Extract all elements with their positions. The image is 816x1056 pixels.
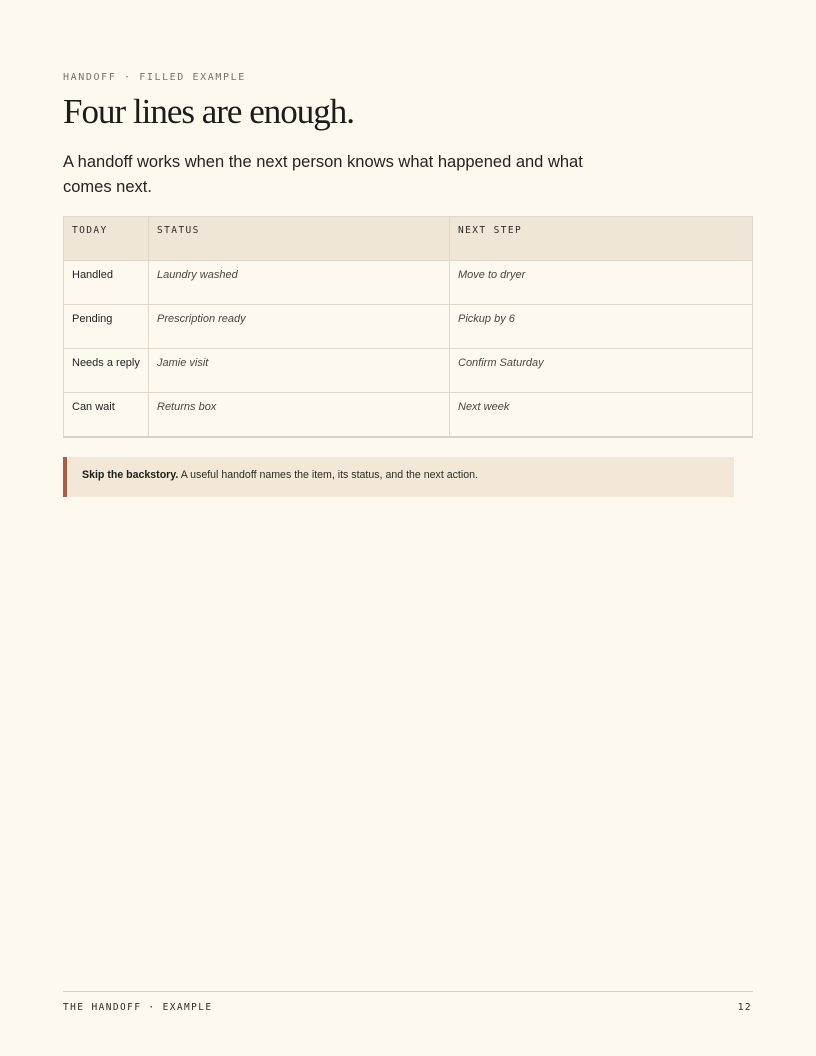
section-eyebrow: HANDOFF · FILLED EXAMPLE <box>63 72 246 83</box>
cell-status: Returns box <box>149 393 450 438</box>
column-header-next-step: NEXT STEP <box>450 217 753 261</box>
intro-paragraph: A handoff works when the next person knows what happened and what comes next. <box>63 153 583 196</box>
table-row <box>64 305 753 349</box>
footer-running-title: THE HANDOFF · EXAMPLE <box>63 1002 213 1013</box>
table-row <box>64 349 753 393</box>
handoff-table <box>63 216 753 438</box>
tip-callout <box>63 457 734 497</box>
callout-text: A useful handoff names the item, its status, and the next action. <box>178 469 478 481</box>
cell-status: Laundry washed <box>149 261 450 305</box>
cell-today: Handled <box>64 261 149 305</box>
table-row <box>64 261 753 305</box>
table-header-row <box>64 217 753 261</box>
page-title: Four lines are enough. <box>63 92 354 131</box>
cell-today: Needs a reply <box>64 349 149 393</box>
cell-today: Can wait <box>64 393 149 438</box>
callout-lead: Skip the backstory. <box>82 469 179 481</box>
page-number: 12 <box>737 1002 752 1013</box>
cell-next-step: Next week <box>450 393 753 438</box>
table-row <box>64 393 753 438</box>
cell-status: Jamie visit <box>149 349 450 393</box>
cell-next-step: Pickup by 6 <box>450 305 753 349</box>
cell-next-step: Confirm Saturday <box>450 349 753 393</box>
footer-divider <box>63 991 753 992</box>
column-header-today: TODAY <box>64 217 149 261</box>
column-header-status: STATUS <box>149 217 450 261</box>
cell-next-step: Move to dryer <box>450 261 753 305</box>
cell-status: Prescription ready <box>149 305 450 349</box>
cell-today: Pending <box>64 305 149 349</box>
